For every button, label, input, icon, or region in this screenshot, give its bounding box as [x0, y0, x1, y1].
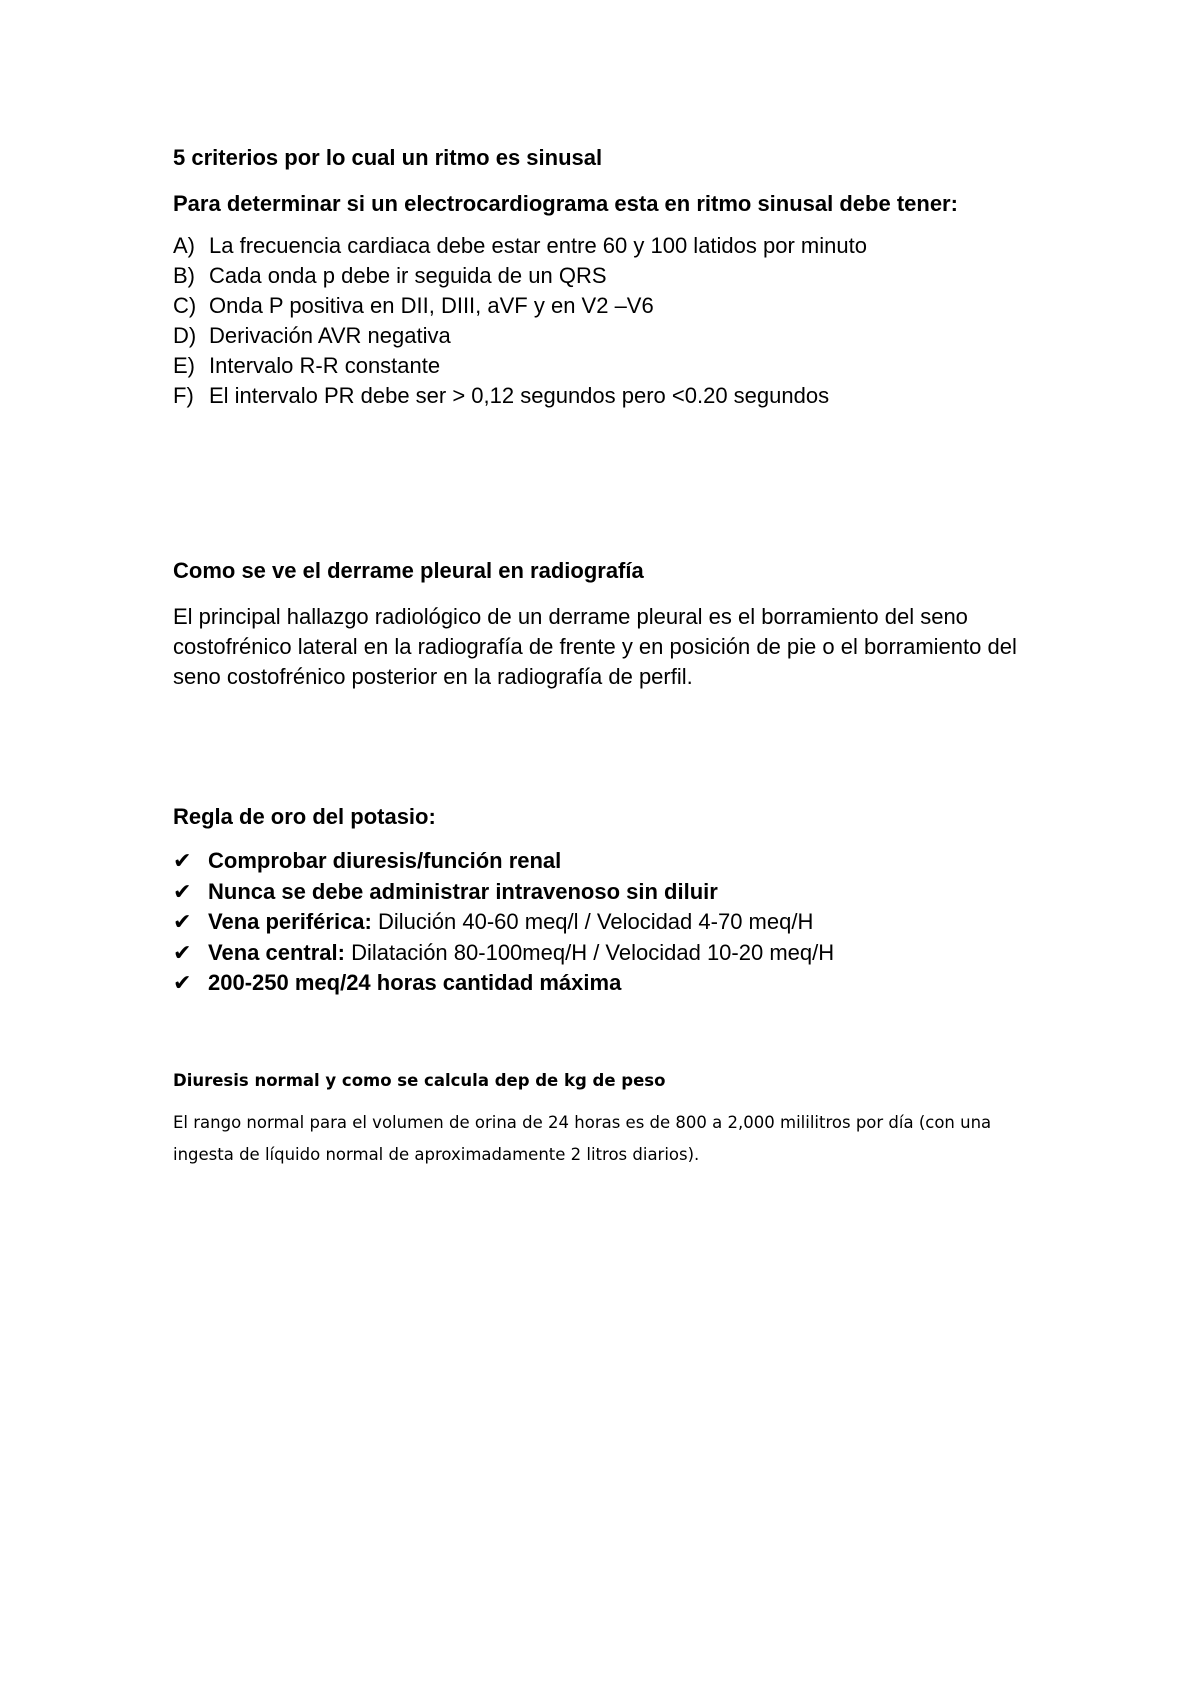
section-title: Diuresis normal y como se calcula dep de kg de peso [173, 1071, 666, 1090]
potassium-list [173, 846, 1073, 999]
section-potassium-rule [173, 802, 1073, 999]
list-marker: F) [173, 383, 194, 408]
checkmark-icon: ✔ [173, 878, 192, 904]
item-bold-text: Vena central: [208, 939, 345, 965]
list-marker: C) [173, 293, 197, 318]
section-body: El principal hallazgo radiológico de un derrame pleural es el borramiento del seno costofrénico lateral en la radiografía de frente y en posición de pie o el borramiento del seno costofrénico posterior en la radiografía de perfil. [173, 604, 1017, 689]
list-text: La frecuencia cardiaca debe estar entre 60 y 100 latidos por minuto [209, 233, 867, 258]
list-item [173, 321, 1073, 351]
item-bold-text: Nunca se debe administrar intravenoso sin diluir [208, 878, 718, 904]
list-item [173, 877, 1073, 908]
section-title: 5 criterios por lo cual un ritmo es sinusal [173, 145, 603, 170]
list-item [173, 351, 1073, 381]
list-item [173, 968, 1073, 999]
section-diuresis [173, 1069, 1073, 1171]
list-item [173, 381, 1073, 411]
list-item [173, 938, 1073, 969]
section-pleural-effusion [173, 556, 1073, 692]
list-text: Intervalo R-R constante [209, 353, 441, 378]
list-marker: B) [173, 263, 195, 288]
criteria-list [173, 231, 1073, 411]
section-title: Regla de oro del potasio: [173, 804, 436, 829]
list-text: Cada onda p debe ir seguida de un QRS [209, 263, 607, 288]
item-text: Dilución 40-60 meq/l / Velocidad 4-70 meq/H [371, 909, 814, 934]
list-marker: E) [173, 353, 195, 378]
item-bold-text: 200-250 meq/24 horas cantidad máxima [208, 970, 622, 995]
checkmark-icon: ✔ [173, 970, 192, 995]
section-intro: Para determinar si un electrocardiograma esta en ritmo sinusal debe tener: [173, 191, 958, 216]
section-sinus-rhythm [173, 143, 1073, 411]
checkmark-icon: ✔ [173, 848, 192, 873]
checkmark-icon: ✔ [173, 909, 192, 934]
list-item [173, 907, 1073, 938]
item-text: Dilatación 80-100meq/H / Velocidad 10-20 meq/H [344, 939, 835, 965]
section-body: El rango normal para el volumen de orina de 24 horas es de 800 a 2,000 mililitros por día (con una ingesta de líquido normal de aproximadamente 2 litros diarios). [173, 1113, 992, 1164]
list-marker: D) [173, 323, 197, 348]
section-title: Como se ve el derrame pleural en radiografía [173, 558, 644, 583]
item-bold-text: Comprobar diuresis/función renal [208, 848, 562, 873]
checkmark-icon: ✔ [173, 939, 192, 965]
list-marker: A) [173, 233, 195, 258]
list-text: Onda P positiva en DII, DIII, aVF y en V2 –V6 [209, 293, 654, 318]
list-text: El intervalo PR debe ser > 0,12 segundos pero <0.20 segundos [209, 383, 830, 408]
list-item [173, 231, 1073, 261]
item-bold-text: Vena periférica: [208, 909, 372, 934]
list-text: Derivación AVR negativa [209, 323, 451, 348]
list-item [173, 261, 1073, 291]
list-item [173, 291, 1073, 321]
list-item [173, 846, 1073, 877]
